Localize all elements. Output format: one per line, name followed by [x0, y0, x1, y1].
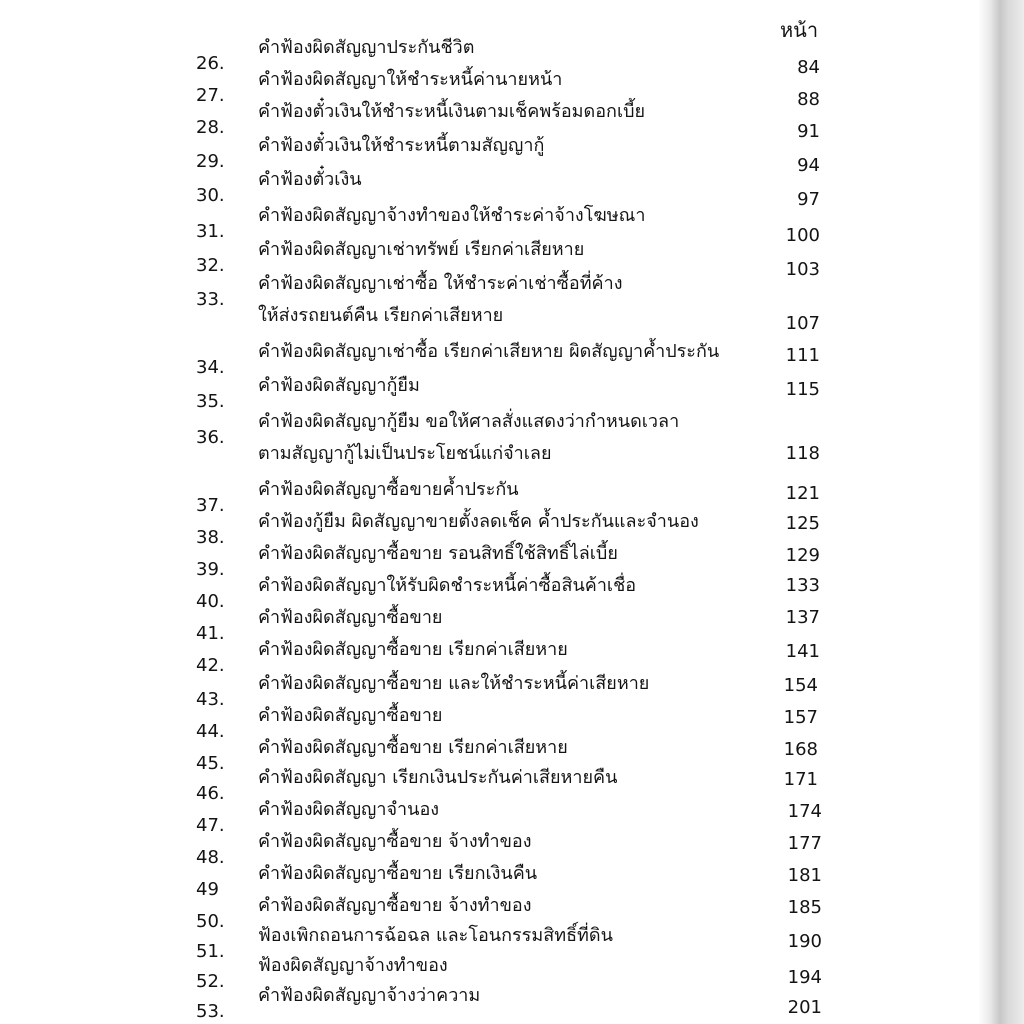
- entry-number: 45.: [196, 753, 225, 774]
- entry-page: 181: [787, 865, 822, 886]
- entry-page: 171: [783, 769, 818, 790]
- entry-number: 26.: [196, 53, 225, 74]
- entry-number: 47.: [196, 815, 225, 836]
- entry-title: คำฟ้องผิดสัญญาซื้อขาย จ้างทำของ: [258, 895, 532, 916]
- entry-number: 32.: [196, 255, 225, 276]
- entry-number: 35.: [196, 391, 225, 412]
- entry-title: คำฟ้องผิดสัญญาซื้อขาย: [258, 705, 443, 726]
- entry-number: 36.: [196, 427, 225, 448]
- entry-title: คำฟ้องผิดสัญญาให้ชำระหนี้ค่านายหน้า: [258, 69, 563, 90]
- entry-title: คำฟ้องผิดสัญญาซื้อขาย รอนสิทธิ์ใช้สิทธิ์ไล่เบี้ย: [258, 543, 618, 564]
- entry-number: 39.: [196, 559, 225, 580]
- entry-page: 94: [797, 155, 820, 176]
- entry-title: คำฟ้องผิดสัญญาซื้อขาย เรียกค่าเสียหาย: [258, 737, 568, 758]
- entry-page: 174: [787, 801, 822, 822]
- entry-number: 51.: [196, 941, 225, 962]
- entry-title: คำฟ้องผิดสัญญาจำนอง: [258, 799, 440, 820]
- entry-page: 190: [787, 931, 822, 952]
- entry-page: 157: [783, 707, 818, 728]
- entry-page: 141: [785, 641, 820, 662]
- entry-title: ฟ้องผิดสัญญาจ้างทำของ: [258, 955, 448, 976]
- entry-title: คำฟ้องผิดสัญญาจ้างว่าความ: [258, 985, 481, 1006]
- entry-title: คำฟ้องผิดสัญญาซื้อขายค้ำประกัน: [258, 479, 519, 500]
- entry-number: 40.: [196, 591, 225, 612]
- entry-page: 97: [797, 189, 820, 210]
- entry-page: 111: [785, 345, 820, 366]
- entry-title: คำฟ้องผิดสัญญากู้ยืม: [258, 375, 420, 396]
- entry-page: 88: [797, 89, 820, 110]
- entry-number: 27.: [196, 85, 225, 106]
- entry-title: คำฟ้องผิดสัญญาประกันชีวิต: [258, 37, 475, 58]
- entry-title: คำฟ้องตั๋วเงินให้ชำระหนี้ตามสัญญากู้: [258, 135, 545, 156]
- entry-page: 133: [785, 575, 820, 596]
- entry-title: คำฟ้องผิดสัญญาจ้างทำของให้ชำระค่าจ้างโฆษณา: [258, 205, 646, 226]
- toc-entry: [0, 984, 1024, 1024]
- toc-entry: [0, 272, 1024, 338]
- entry-page: 194: [787, 967, 822, 988]
- entry-title-continuation: ให้ส่งรถยนต์คืน เรียกค่าเสียหาย: [258, 305, 504, 326]
- entry-number: 49: [196, 879, 219, 900]
- entry-page: 107: [785, 313, 820, 334]
- entry-title: คำฟ้องผิดสัญญาซื้อขาย: [258, 607, 443, 628]
- entry-number: 28.: [196, 117, 225, 138]
- entry-page: 121: [785, 483, 820, 504]
- entry-number: 33.: [196, 289, 225, 310]
- entry-number: 50.: [196, 911, 225, 932]
- entry-page: 168: [783, 739, 818, 760]
- entry-page: 201: [787, 997, 822, 1018]
- entry-title: คำฟ้องผิดสัญญาซื้อขาย จ้างทำของ: [258, 831, 532, 852]
- entry-number: 53.: [196, 1001, 225, 1022]
- page-column-header: หน้า: [780, 18, 819, 42]
- entry-title: คำฟ้องตั๋วเงินให้ชำระหนี้เงินตามเช็คพร้อมดอกเบี้ย: [258, 101, 646, 122]
- entry-number: 42.: [196, 655, 225, 676]
- entry-page: 84: [797, 57, 820, 78]
- entry-page: 125: [785, 513, 820, 534]
- entry-title: คำฟ้องผิดสัญญาซื้อขาย และให้ชำระหนี้ค่าเสียหาย: [258, 673, 650, 694]
- entry-title: คำฟ้องผิดสัญญาให้รับผิดชำระหนี้ค่าซื้อสินค้าเชื่อ: [258, 575, 637, 596]
- entry-number: 30.: [196, 185, 225, 206]
- entry-number: 37.: [196, 495, 225, 516]
- entry-number: 46.: [196, 783, 225, 804]
- entry-page: 154: [783, 675, 818, 696]
- entry-page: 115: [785, 379, 820, 400]
- entry-title: คำฟ้องผิดสัญญาซื้อขาย เรียกเงินคืน: [258, 863, 538, 884]
- entry-page: 118: [785, 443, 820, 464]
- entry-title: ฟ้องเพิกถอนการฉ้อฉล และโอนกรรมสิทธิ์ที่ดิน: [258, 925, 613, 946]
- entry-number: 34.: [196, 357, 225, 378]
- entry-title: คำฟ้องผิดสัญญาซื้อขาย เรียกค่าเสียหาย: [258, 639, 568, 660]
- entry-page: 100: [785, 225, 820, 246]
- entry-number: 43.: [196, 689, 225, 710]
- entry-title: คำฟ้องตั๋วเงิน: [258, 169, 362, 190]
- entry-number: 44.: [196, 721, 225, 742]
- entry-title: คำฟ้องกู้ยืม ผิดสัญญาขายตั้งลดเช็ค ค้ำประกันและจำนอง: [258, 511, 699, 532]
- entry-number: 29.: [196, 151, 225, 172]
- entry-page: 177: [787, 833, 822, 854]
- entry-number: 52.: [196, 971, 225, 992]
- entry-number: 41.: [196, 623, 225, 644]
- entry-page: 185: [787, 897, 822, 918]
- entry-page: 129: [785, 545, 820, 566]
- entry-number: 31.: [196, 221, 225, 242]
- entry-page: 137: [785, 607, 820, 628]
- entry-title-continuation: ตามสัญญากู้ไม่เป็นประโยชน์แก่จำเลย: [258, 443, 552, 464]
- entry-page: 91: [797, 121, 820, 142]
- entry-number: 48.: [196, 847, 225, 868]
- entry-title: คำฟ้องผิดสัญญาเช่าซื้อ เรียกค่าเสียหาย ผิดสัญญาค้ำประกัน: [258, 341, 720, 362]
- entry-title: คำฟ้องผิดสัญญา เรียกเงินประกันค่าเสียหายคืน: [258, 767, 618, 788]
- entry-title: คำฟ้องผิดสัญญากู้ยืม ขอให้ศาลสั่งแสดงว่ากำหนดเวลา: [258, 411, 680, 432]
- entry-number: 38.: [196, 527, 225, 548]
- entry-page: 103: [785, 259, 820, 280]
- toc-entry: [0, 410, 1024, 476]
- entry-title: คำฟ้องผิดสัญญาเช่าทรัพย์ เรียกค่าเสียหาย: [258, 239, 585, 260]
- entry-title: คำฟ้องผิดสัญญาเช่าซื้อ ให้ชำระค่าเช่าซื้อที่ค้าง: [258, 273, 623, 294]
